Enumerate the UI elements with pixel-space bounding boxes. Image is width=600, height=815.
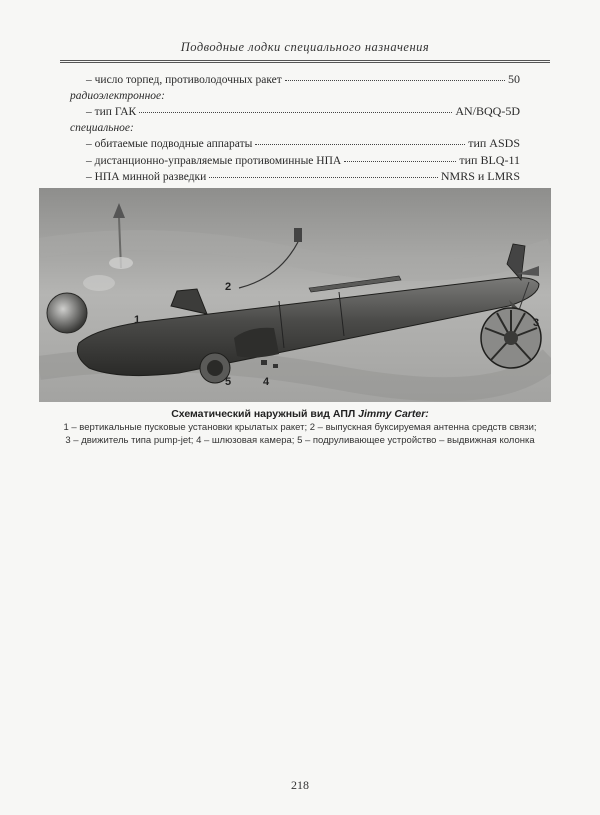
spec-value: AN/BQQ-5D [455, 104, 520, 118]
section-heading-special [70, 121, 520, 137]
spec-row [70, 153, 520, 170]
callout-1: 1 [134, 314, 141, 326]
caption-title [30, 407, 570, 421]
figure-caption [30, 407, 570, 447]
caption-title-name: Jimmy Carter: [358, 408, 429, 420]
page-number: 218 [291, 778, 309, 792]
spec-row [70, 104, 520, 121]
running-title: Подводные лодки специального назначения [180, 40, 430, 54]
spec-row [70, 169, 520, 186]
callout-5: 5 [225, 376, 232, 388]
caption-title-prefix: Схематический наружный вид АПЛ [171, 408, 356, 420]
spec-value: тип BLQ-11 [459, 152, 520, 167]
section-label: специальное: [70, 121, 134, 134]
dot-leader [255, 144, 465, 145]
section-label: радиоэлектронное: [70, 89, 165, 102]
spec-row [70, 136, 520, 153]
submarine-drawing [39, 188, 551, 402]
spec-value: NMRS и LMRS [440, 169, 520, 183]
spec-value: 50 [508, 72, 520, 86]
submarine-illustration [39, 188, 551, 402]
spec-label: – тип ГАК [86, 106, 137, 118]
dot-leader [139, 112, 452, 113]
spec-label: – дистанционно-управляемые противоминные НПА [86, 154, 342, 167]
callout-4: 4 [263, 376, 270, 388]
callout-3: 3 [533, 317, 540, 329]
dot-leader [209, 177, 438, 178]
spec-label: – число торпед, противолодочных ракет [86, 74, 282, 86]
callout-2: 2 [225, 281, 232, 293]
caption-line: 1 – вертикальные пусковые установки крылатых ракет; 2 – выпускная буксируемая антенна средств связи; [63, 422, 537, 433]
spec-list [70, 72, 520, 202]
caption-line: 3 – движитель типа pump-jet; 4 – шлюзовая камера; 5 – подруливающее устройство – выдвижная колонка [65, 435, 535, 446]
spec-value: тип ASDS [468, 136, 520, 150]
header-rule [60, 60, 550, 63]
spec-label: – НПА минной разведки [86, 171, 207, 183]
dot-leader [344, 161, 456, 162]
spec-row [70, 72, 520, 89]
section-heading-radio [70, 89, 520, 105]
spec-label: – обитаемые подводные аппараты [86, 138, 253, 150]
dot-leader [285, 80, 505, 81]
